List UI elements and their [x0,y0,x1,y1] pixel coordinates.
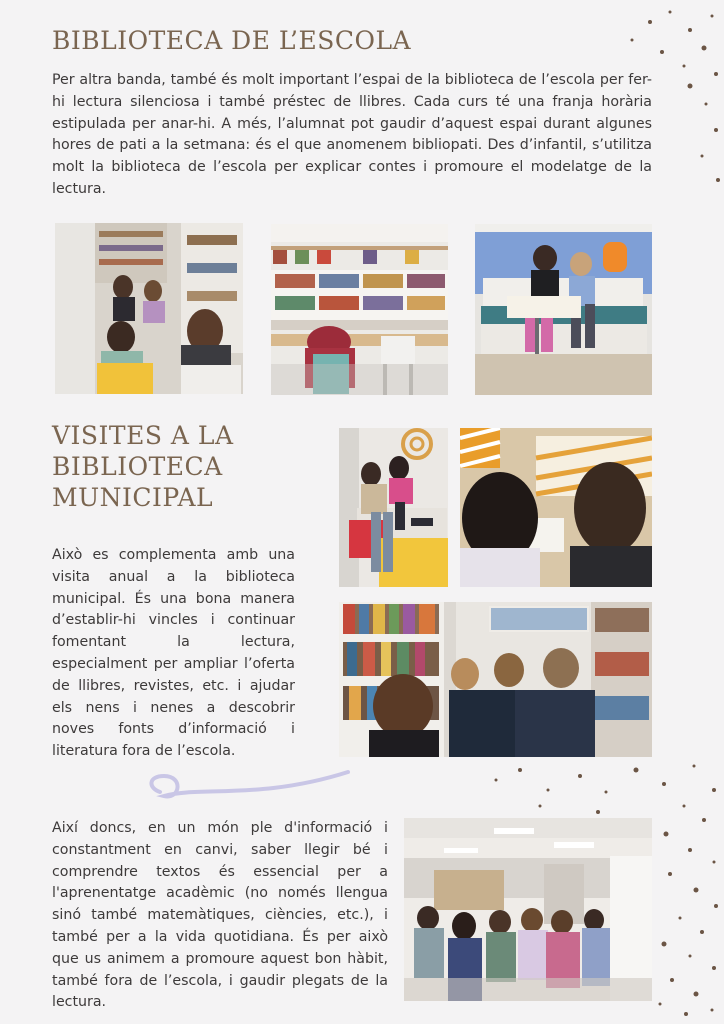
municipal-library-paragraph: Això es complementa amb una visita anual a la biblioteca municipal. És una bona manera d’establir-hi vincles i continuar fomentant la lectura, especialment per ampliar l’oferta de llibres, revistes, etc. i ajudar els nens i nenes a descobrir noves fonts d’informació i literatura fora de l’escola. [52,547,295,760]
photo-children-at-municipal-bookshelves [339,602,652,757]
photo-children-reading-between-shelves [55,223,243,394]
section-title-school-library: BIBLIOTECA DE L’ESCOLA [52,26,412,55]
photo-girls-reading-book-stand [475,224,652,395]
closing-paragraph: Així doncs, en un món ple d'informació i constantment en canvi, saber llegir bé i comprendre textos és essencial per a l'aprenentatge acadèmic (no només llengua sinó també matemàtiques, ciències, etc.), i també per a la vida quotidiana. És per això que us animem a promoure aquest bon hàbit, també fora de l’escola, i gaudir plegats de la lectura. [52,820,388,1011]
photo-library-shelves-reading-table [271,224,448,395]
photo-children-group-in-library-hall [404,818,652,1001]
decorative-swirl-line [140,766,355,810]
photo-children-looking-at-books [460,428,652,587]
photo-two-girls-reading-on-sofa [339,428,448,587]
section-title-municipal-library-visits: VISITES A LA BIBLIOTECA MUNICIPAL [52,421,234,512]
school-library-paragraph: Per altra banda, també és molt important l’espai de la biblioteca de l’escola per fer-hi lectura silenciosa i també préstec de llibres. Cada curs té una franja horària estipulada per anar-hi. A més, l’alumnat pot gaudir d’aquest espai durant algunes hores de pati a la setmana: és el que anomenem bibliopati. Des d’infantil, s’utilitza molt la biblioteca de l’escola per explicar contes i promoure el modelatge de la lectura. [52,72,652,197]
